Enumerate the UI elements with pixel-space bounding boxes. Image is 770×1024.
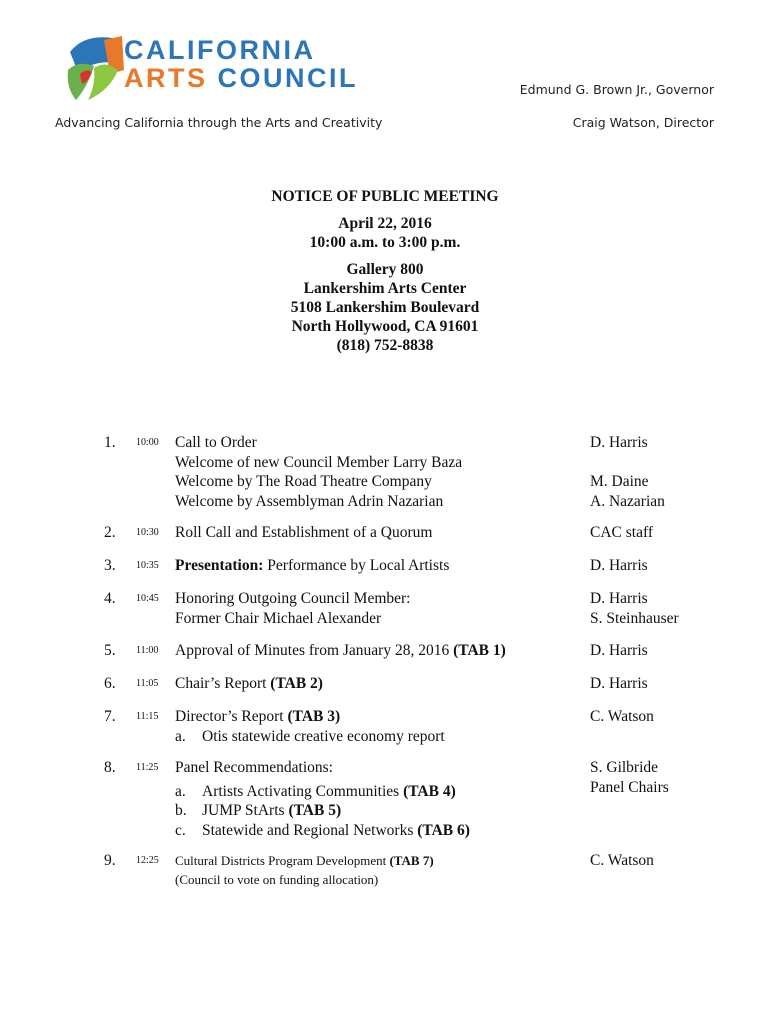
- item-line: Honoring Outgoing Council Member:: [175, 590, 411, 607]
- notice-title: NOTICE OF PUBLIC MEETING: [271, 188, 499, 205]
- presenter-line: D. Harris: [590, 434, 648, 451]
- item-text: Chair’s Report: [175, 675, 271, 692]
- sub-item-text: Otis statewide creative economy report: [202, 727, 445, 745]
- item-bold-label: Presentation:: [175, 557, 264, 574]
- presenter-line: D. Harris: [590, 590, 648, 607]
- tab-reference: (TAB 3): [287, 708, 341, 725]
- item-time: 11:25: [136, 762, 159, 773]
- presenter-line: A. Nazarian: [590, 492, 665, 510]
- sub-item-letter: a.: [175, 727, 186, 745]
- item-description: [175, 589, 575, 628]
- item-time: 12:25: [136, 855, 159, 866]
- item-text: Performance by Local Artists: [263, 557, 450, 574]
- item-presenter: C. Watson: [590, 708, 654, 725]
- presenter-line: S. Steinhauser: [590, 609, 679, 627]
- venue-building: Lankershim Arts Center: [303, 280, 467, 297]
- org-wordmark: [124, 36, 358, 92]
- item-time: 10:45: [136, 593, 159, 604]
- item-description: [175, 674, 575, 694]
- item-text: Panel Recommendations:: [175, 759, 333, 776]
- item-presenter: C. Watson: [590, 852, 654, 869]
- item-description: [175, 851, 575, 889]
- presenter-line: Panel Chairs: [590, 778, 669, 796]
- item-description: Roll Call and Establishment of a Quorum: [175, 524, 433, 541]
- tagline: Advancing California through the Arts and Creativity: [55, 115, 383, 130]
- item-presenter: D. Harris: [590, 557, 648, 574]
- item-line: Welcome by Assemblyman Adrin Nazarian: [175, 492, 444, 510]
- org-name-line1: CALIFORNIA: [124, 35, 316, 65]
- tab-reference: (TAB 2): [270, 675, 323, 692]
- item-presenter: CAC staff: [590, 524, 654, 541]
- presenter-line: S. Gilbride: [590, 759, 659, 776]
- item-line: Call to Order: [175, 434, 257, 451]
- item-note: (Council to vote on funding allocation): [175, 872, 379, 887]
- venue-street: 5108 Lankershim Boulevard: [290, 299, 480, 316]
- sub-item-letter: b.: [175, 802, 187, 819]
- venue-phone: (818) 752-8838: [336, 337, 434, 354]
- item-text: Approval of Minutes from January 28, 2016: [175, 642, 454, 659]
- item-description: [175, 641, 575, 661]
- item-number: 2.: [104, 524, 116, 541]
- item-time: 10:00: [136, 437, 159, 448]
- item-description: [175, 556, 575, 576]
- sub-item-letter: c.: [175, 821, 186, 839]
- org-name-line2: [124, 64, 358, 92]
- item-number: 7.: [104, 708, 116, 725]
- item-text: Director’s Report: [175, 708, 288, 725]
- sub-item-letter: a.: [175, 782, 186, 800]
- director-line: Craig Watson, Director: [572, 115, 714, 130]
- item-presenter: D. Harris: [590, 642, 648, 659]
- item-description: [175, 707, 575, 746]
- item-presenter: [590, 589, 750, 628]
- item-description: [175, 758, 575, 840]
- sub-item: [175, 821, 575, 841]
- item-line: Welcome of new Council Member Larry Baza: [175, 453, 463, 471]
- sub-item: [175, 801, 575, 821]
- sub-item-text: JUMP StArts: [202, 802, 289, 819]
- sub-item-text: Artists Activating Communities: [202, 782, 404, 800]
- governor-line: Edmund G. Brown Jr., Governor: [519, 82, 714, 97]
- org-name-arts: ARTS: [124, 63, 208, 93]
- item-presenter: [590, 433, 750, 511]
- sub-item: [175, 782, 575, 802]
- item-text: Cultural Districts Program Development: [175, 853, 390, 868]
- item-line: Welcome by The Road Theatre Company: [175, 473, 432, 490]
- presenter-line: M. Daine: [590, 473, 649, 490]
- item-presenter: D. Harris: [590, 675, 648, 692]
- org-name-council: COUNCIL: [217, 63, 359, 93]
- item-time: 11:05: [136, 678, 159, 689]
- sub-item: [175, 727, 575, 747]
- venue-name: Gallery 800: [346, 261, 424, 278]
- item-time: 10:30: [136, 527, 159, 538]
- item-description: [175, 433, 575, 511]
- item-presenter: [590, 758, 750, 797]
- meeting-time: 10:00 a.m. to 3:00 p.m.: [309, 234, 461, 251]
- item-number: 4.: [104, 590, 116, 607]
- item-number: 1.: [104, 434, 116, 451]
- item-time: 11:15: [136, 711, 159, 722]
- meeting-date: April 22, 2016: [338, 215, 432, 232]
- venue-city: North Hollywood, CA 91601: [291, 318, 479, 335]
- meeting-header: [0, 187, 770, 355]
- item-number: 3.: [104, 557, 116, 574]
- item-time: 10:35: [136, 560, 159, 571]
- tab-reference: (TAB 5): [288, 802, 342, 819]
- tab-reference: (TAB 1): [453, 642, 506, 659]
- presenter-spacer: [590, 453, 750, 473]
- item-line: Former Chair Michael Alexander: [175, 609, 382, 627]
- item-number: 5.: [104, 642, 116, 659]
- sub-item-text: Statewide and Regional Networks: [202, 821, 418, 839]
- item-number: 9.: [104, 852, 116, 869]
- tab-reference: (TAB 6): [417, 821, 470, 839]
- item-number: 8.: [104, 759, 116, 776]
- tab-reference: (TAB 4): [403, 782, 456, 800]
- item-time: 11:00: [136, 645, 159, 656]
- tab-reference: (TAB 7): [389, 853, 434, 868]
- item-number: 6.: [104, 675, 116, 692]
